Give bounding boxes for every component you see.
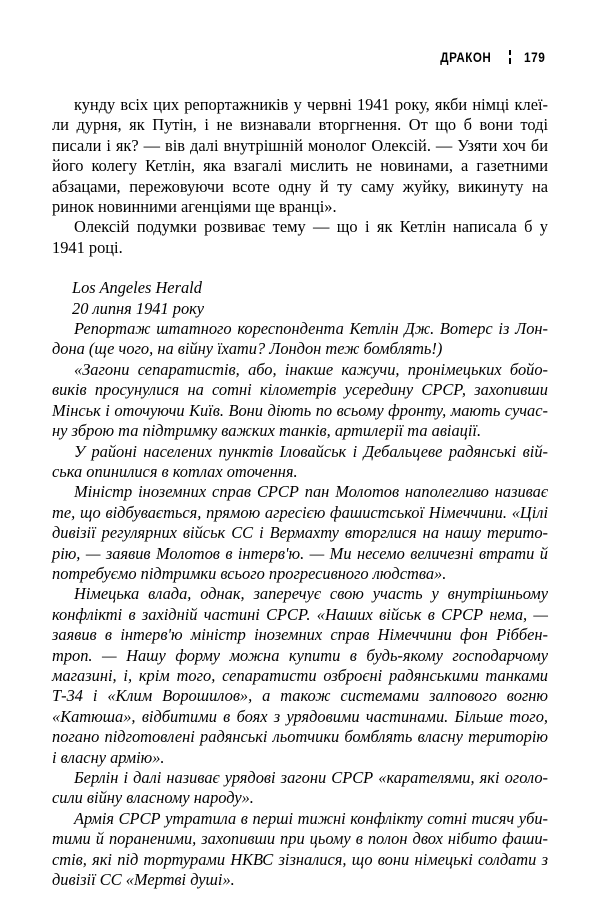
clipping-paragraph: У районі населених пунктів Іловайськ і Дебальцеве радянські війська опинилися в котлах оточення.: [52, 441, 548, 481]
clipping-dateline: 20 липня 1941 року: [72, 298, 205, 318]
dashed-vertical-rule-icon: [506, 50, 515, 64]
chapter-name: ДРАКОН: [440, 49, 492, 65]
running-header: [52, 48, 548, 66]
clipping-paragraph: «Загони сепаратистів, або, інакше кажучи, пронімецьких бойовиків просунулися на сотні кілометрів усередину СРСР, захопивши Мінськ і оточуючи Київ. Вони діють по всьому фронту, мають сучасну зброю та підтримку важких танків, артилерії та авіації.: [52, 359, 548, 441]
clipping-paragraph: Берлін і далі називає урядові загони СРСР «карателями, які оголосили війну власному народу».: [52, 768, 548, 808]
body-paragraph: кунду всіх цих репортажників у червні 1941 року, якби німці клеїли дурня, як Путін, і не визнавали вторгнення. От що б вони тоді писали і як? — вів далі внутрішній монолог Олексій. — Узяти хоч би його колегу Кетлін, яка взагалі мислить не новинами, а газетними абзацами, пережовуючи всоте одну й ту саму жуйку, викинуту на ринок новинними агенціями ще вранці».: [52, 95, 548, 217]
page-text-block: [52, 95, 548, 890]
clipping-masthead: Los Angeles Herald: [72, 278, 202, 298]
clipping-paragraph: Армія СРСР утратила в перші тижні конфлікту сотні тисяч убитими й пораненими, захопивши при цьому в полон двох нібито фашистів, які під тортурами НКВС зізналися, що вони німецькі солдати з дивізії СС «Мертві душі».: [52, 808, 548, 890]
clipping-paragraph: Міністр іноземних справ СРСР пан Молотов наполегливо називає те, що відбувається, прямою агресією фашистської Німеччини. «Цілі дивізії регулярних військ СС і Вермахту вторглися на нашу територію, — заявив Молотов в інтерв'ю. — Ми несемо величезні втрати й потребуємо підтримки всього прогресивного людства».: [52, 482, 548, 583]
page-number: 179: [523, 49, 546, 65]
newspaper-clipping: [52, 278, 548, 890]
clipping-paragraph: Репортаж штатного кореспондента Кетлін Дж. Вотерс із Лондона (ще чого, на війну їхати? Лондон теж бомблять!): [52, 319, 548, 359]
body-paragraph: Олексій подумки розвиває тему — що і як Кетлін написала б у 1941 році.: [52, 217, 548, 257]
clipping-paragraph: Німецька влада, однак, заперечує свою участь у внутрішньому конфлікті в західній частині СРСР. «Наших військ в СРСР нема, — заявив в інтерв'ю міністр іноземних справ Німеччини фон Ріббентроп. — Нашу форму можна купити в будь-якому господарчому магазині, і, крім того, сепаратисти озброєні радянськими танками Т-34 і «Клим Ворошилов», а також системами залпового вогню «Катюша», відбитими в боях з урядовими частинами. Більше того, погано підготовлені радянські льотчики бомблять власну територію і власну армію».: [52, 584, 548, 767]
